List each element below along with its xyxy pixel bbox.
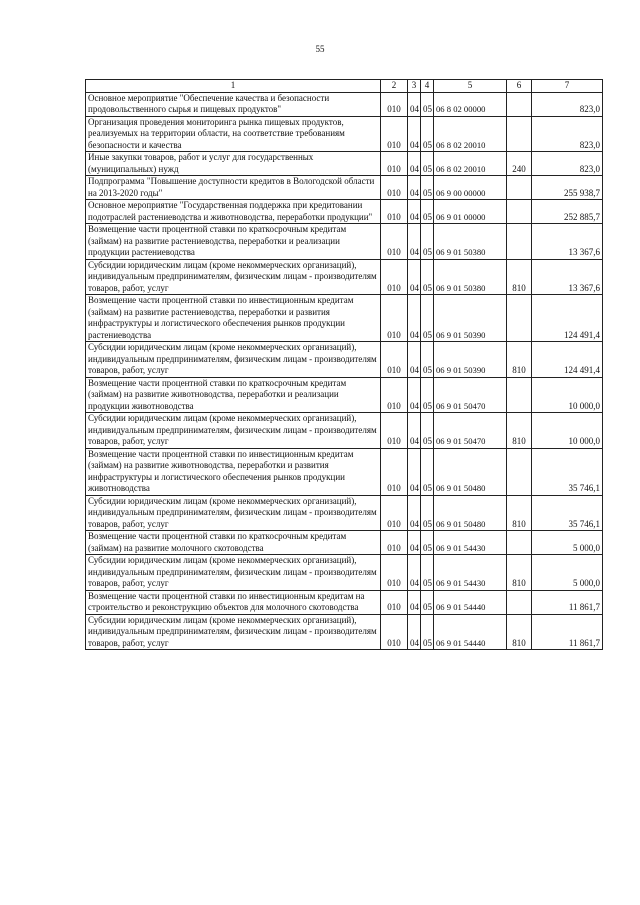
row-expense-type-cell: 810 bbox=[507, 495, 532, 531]
row-target-article-cell: 06 9 01 50470 bbox=[434, 413, 507, 449]
row-name-cell: Основное мероприятие "Государственная поддержка при кредитовании подотраслей растениеводства и животноводства, переработки продукции" bbox=[86, 200, 381, 224]
row-section-cell: 04 bbox=[408, 555, 421, 591]
row-subsection-cell: 05 bbox=[421, 448, 434, 495]
row-expense-type-cell bbox=[507, 531, 532, 555]
row-name-cell: Иные закупки товаров, работ и услуг для государственных (муниципальных) нужд bbox=[86, 152, 381, 176]
row-ministry-code-cell: 010 bbox=[381, 342, 408, 378]
row-section-cell: 04 bbox=[408, 259, 421, 295]
header-col-6: 6 bbox=[507, 80, 532, 93]
row-section-cell: 04 bbox=[408, 116, 421, 152]
row-amount-cell: 35 746,1 bbox=[532, 448, 603, 495]
row-ministry-code-cell: 010 bbox=[381, 448, 408, 495]
table-row bbox=[86, 590, 603, 614]
row-subsection-cell: 05 bbox=[421, 176, 434, 200]
row-name-cell: Возмещение части процентной ставки по краткосрочным кредитам (займам) на развитие животноводства, переработки и реализации продукции животноводства bbox=[86, 377, 381, 413]
row-ministry-code-cell: 010 bbox=[381, 295, 408, 342]
table-row bbox=[86, 495, 603, 531]
row-ministry-code-cell: 010 bbox=[381, 377, 408, 413]
row-ministry-code-cell: 010 bbox=[381, 200, 408, 224]
row-name-cell: Субсидии юридическим лицам (кроме некоммерческих организаций), индивидуальным предпринимателям, физическим лицам - производителям товаров, работ, услуг bbox=[86, 614, 381, 650]
row-ministry-code-cell: 010 bbox=[381, 495, 408, 531]
row-target-article-cell: 06 9 01 00000 bbox=[434, 200, 507, 224]
row-expense-type-cell bbox=[507, 200, 532, 224]
row-expense-type-cell: 810 bbox=[507, 413, 532, 449]
row-subsection-cell: 05 bbox=[421, 92, 434, 116]
row-expense-type-cell: 810 bbox=[507, 259, 532, 295]
table-body bbox=[86, 92, 603, 650]
row-amount-cell: 11 861,7 bbox=[532, 614, 603, 650]
row-name-cell: Возмещение части процентной ставки по краткосрочным кредитам (займам) на развитие растениеводства, переработки и реализации продукции растениеводства bbox=[86, 224, 381, 260]
header-col-5: 5 bbox=[434, 80, 507, 93]
row-target-article-cell: 06 8 02 20010 bbox=[434, 152, 507, 176]
row-amount-cell: 823,0 bbox=[532, 116, 603, 152]
table-row bbox=[86, 413, 603, 449]
row-amount-cell: 823,0 bbox=[532, 92, 603, 116]
row-section-cell: 04 bbox=[408, 531, 421, 555]
row-target-article-cell: 06 9 01 50390 bbox=[434, 342, 507, 378]
row-expense-type-cell bbox=[507, 377, 532, 413]
table-row bbox=[86, 200, 603, 224]
row-target-article-cell: 06 9 01 50380 bbox=[434, 224, 507, 260]
row-ministry-code-cell: 010 bbox=[381, 590, 408, 614]
row-ministry-code-cell: 010 bbox=[381, 413, 408, 449]
row-name-cell: Организация проведения мониторинга рынка пищевых продуктов, реализуемых на территории области, на соответствие требованиям безопасности и качества bbox=[86, 116, 381, 152]
table-row bbox=[86, 377, 603, 413]
header-col-7: 7 bbox=[532, 80, 603, 93]
row-ministry-code-cell: 010 bbox=[381, 176, 408, 200]
header-col-4: 4 bbox=[421, 80, 434, 93]
row-subsection-cell: 05 bbox=[421, 495, 434, 531]
row-expense-type-cell bbox=[507, 92, 532, 116]
row-name-cell: Основное мероприятие "Обеспечение качества и безопасности продовольственного сырья и пищевых продуктов" bbox=[86, 92, 381, 116]
table-row bbox=[86, 92, 603, 116]
row-subsection-cell: 05 bbox=[421, 590, 434, 614]
row-section-cell: 04 bbox=[408, 495, 421, 531]
row-subsection-cell: 05 bbox=[421, 531, 434, 555]
row-subsection-cell: 05 bbox=[421, 152, 434, 176]
row-amount-cell: 252 885,7 bbox=[532, 200, 603, 224]
row-target-article-cell: 06 8 02 00000 bbox=[434, 92, 507, 116]
row-expense-type-cell: 240 bbox=[507, 152, 532, 176]
row-subsection-cell: 05 bbox=[421, 295, 434, 342]
row-name-cell: Субсидии юридическим лицам (кроме некоммерческих организаций), индивидуальным предпринимателям, физическим лицам - производителям товаров, работ, услуг bbox=[86, 555, 381, 591]
row-target-article-cell: 06 9 01 54430 bbox=[434, 531, 507, 555]
row-name-cell: Подпрограмма "Повышение доступности кредитов в Вологодской области на 2013-2020 годы" bbox=[86, 176, 381, 200]
row-amount-cell: 35 746,1 bbox=[532, 495, 603, 531]
row-amount-cell: 255 938,7 bbox=[532, 176, 603, 200]
row-subsection-cell: 05 bbox=[421, 224, 434, 260]
row-name-cell: Субсидии юридическим лицам (кроме некоммерческих организаций), индивидуальным предпринимателям, физическим лицам - производителям товаров, работ, услуг bbox=[86, 413, 381, 449]
row-subsection-cell: 05 bbox=[421, 342, 434, 378]
row-expense-type-cell: 810 bbox=[507, 342, 532, 378]
row-expense-type-cell bbox=[507, 295, 532, 342]
table-row bbox=[86, 176, 603, 200]
row-subsection-cell: 05 bbox=[421, 259, 434, 295]
row-name-cell: Возмещение части процентной ставки по инвестиционным кредитам (займам) на развитие животноводства, переработки и развития инфраструктуры и логистического обеспечения рынков продукции животноводства bbox=[86, 448, 381, 495]
row-target-article-cell: 06 9 01 50480 bbox=[434, 495, 507, 531]
row-subsection-cell: 05 bbox=[421, 413, 434, 449]
row-expense-type-cell bbox=[507, 176, 532, 200]
row-ministry-code-cell: 010 bbox=[381, 116, 408, 152]
row-amount-cell: 5 000,0 bbox=[532, 531, 603, 555]
row-amount-cell: 10 000,0 bbox=[532, 377, 603, 413]
table-row bbox=[86, 259, 603, 295]
row-target-article-cell: 06 9 01 54430 bbox=[434, 555, 507, 591]
header-row bbox=[86, 80, 603, 93]
row-section-cell: 04 bbox=[408, 152, 421, 176]
row-section-cell: 04 bbox=[408, 224, 421, 260]
row-section-cell: 04 bbox=[408, 614, 421, 650]
row-section-cell: 04 bbox=[408, 200, 421, 224]
table-row bbox=[86, 152, 603, 176]
table-row bbox=[86, 116, 603, 152]
row-section-cell: 04 bbox=[408, 448, 421, 495]
row-subsection-cell: 05 bbox=[421, 377, 434, 413]
row-expense-type-cell bbox=[507, 224, 532, 260]
row-expense-type-cell: 810 bbox=[507, 555, 532, 591]
row-subsection-cell: 05 bbox=[421, 555, 434, 591]
row-ministry-code-cell: 010 bbox=[381, 224, 408, 260]
row-section-cell: 04 bbox=[408, 413, 421, 449]
row-expense-type-cell bbox=[507, 116, 532, 152]
row-amount-cell: 5 000,0 bbox=[532, 555, 603, 591]
row-ministry-code-cell: 010 bbox=[381, 92, 408, 116]
page-number: 55 bbox=[315, 44, 325, 54]
row-amount-cell: 13 367,6 bbox=[532, 259, 603, 295]
row-ministry-code-cell: 010 bbox=[381, 614, 408, 650]
table-header bbox=[86, 80, 603, 93]
table-row bbox=[86, 555, 603, 591]
table-row bbox=[86, 295, 603, 342]
row-subsection-cell: 05 bbox=[421, 200, 434, 224]
row-subsection-cell: 05 bbox=[421, 614, 434, 650]
row-target-article-cell: 06 9 01 50480 bbox=[434, 448, 507, 495]
row-ministry-code-cell: 010 bbox=[381, 555, 408, 591]
header-col-2: 2 bbox=[381, 80, 408, 93]
table-row bbox=[86, 224, 603, 260]
row-target-article-cell: 06 9 01 50470 bbox=[434, 377, 507, 413]
row-ministry-code-cell: 010 bbox=[381, 259, 408, 295]
row-target-article-cell: 06 9 01 50380 bbox=[434, 259, 507, 295]
row-amount-cell: 10 000,0 bbox=[532, 413, 603, 449]
row-name-cell: Субсидии юридическим лицам (кроме некоммерческих организаций), индивидуальным предпринимателям, физическим лицам - производителям товаров, работ, услуг bbox=[86, 342, 381, 378]
row-amount-cell: 823,0 bbox=[532, 152, 603, 176]
row-name-cell: Возмещение части процентной ставки по краткосрочным кредитам (займам) на развитие молочного скотоводства bbox=[86, 531, 381, 555]
row-section-cell: 04 bbox=[408, 377, 421, 413]
row-name-cell: Возмещение части процентной ставки по инвестиционным кредитам (займам) на развитие растениеводства, переработки и развития инфраструктуры и логистического обеспечения рынков продукции растениеводства bbox=[86, 295, 381, 342]
row-section-cell: 04 bbox=[408, 176, 421, 200]
header-col-1: 1 bbox=[86, 80, 381, 93]
row-expense-type-cell: 810 bbox=[507, 614, 532, 650]
table-row bbox=[86, 448, 603, 495]
row-section-cell: 04 bbox=[408, 92, 421, 116]
row-name-cell: Субсидии юридическим лицам (кроме некоммерческих организаций), индивидуальным предпринимателям, физическим лицам - производителям товаров, работ, услуг bbox=[86, 259, 381, 295]
row-target-article-cell: 06 9 01 54440 bbox=[434, 590, 507, 614]
row-section-cell: 04 bbox=[408, 590, 421, 614]
row-ministry-code-cell: 010 bbox=[381, 152, 408, 176]
row-target-article-cell: 06 9 01 54440 bbox=[434, 614, 507, 650]
row-target-article-cell: 06 9 00 00000 bbox=[434, 176, 507, 200]
row-name-cell: Субсидии юридическим лицам (кроме некоммерческих организаций), индивидуальным предпринимателям, физическим лицам - производителям товаров, работ, услуг bbox=[86, 495, 381, 531]
row-target-article-cell: 06 8 02 20010 bbox=[434, 116, 507, 152]
budget-table bbox=[85, 79, 603, 650]
row-section-cell: 04 bbox=[408, 295, 421, 342]
row-amount-cell: 124 491,4 bbox=[532, 295, 603, 342]
table-row bbox=[86, 342, 603, 378]
header-col-3: 3 bbox=[408, 80, 421, 93]
row-subsection-cell: 05 bbox=[421, 116, 434, 152]
row-amount-cell: 11 861,7 bbox=[532, 590, 603, 614]
row-expense-type-cell bbox=[507, 448, 532, 495]
row-target-article-cell: 06 9 01 50390 bbox=[434, 295, 507, 342]
row-ministry-code-cell: 010 bbox=[381, 531, 408, 555]
row-amount-cell: 13 367,6 bbox=[532, 224, 603, 260]
row-section-cell: 04 bbox=[408, 342, 421, 378]
table-row bbox=[86, 614, 603, 650]
row-amount-cell: 124 491,4 bbox=[532, 342, 603, 378]
row-expense-type-cell bbox=[507, 590, 532, 614]
table-row bbox=[86, 531, 603, 555]
row-name-cell: Возмещение части процентной ставки по инвестиционным кредитам на строительство и реконструкцию объектов для молочного скотоводства bbox=[86, 590, 381, 614]
